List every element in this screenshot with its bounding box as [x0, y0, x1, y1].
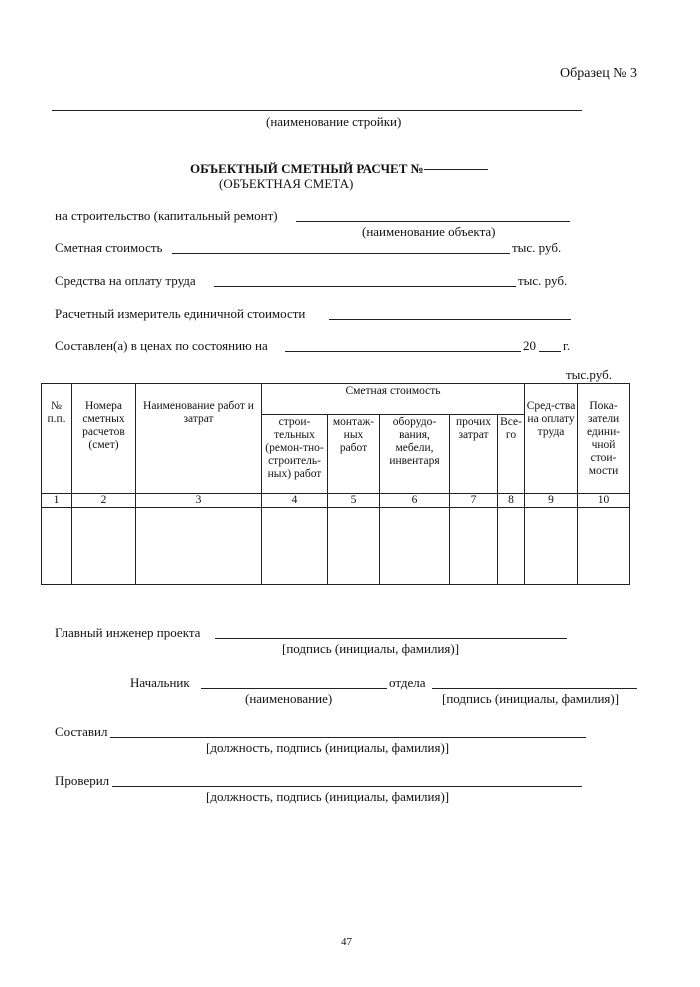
- column-number: 5: [328, 494, 380, 508]
- labor-unit: тыс. руб.: [518, 273, 568, 288]
- chief-engineer-caption: [подпись (инициалы, фамилия)]: [282, 641, 460, 656]
- department-label: отдела: [389, 675, 426, 690]
- column-number: 10: [578, 494, 630, 508]
- head-department-line[interactable]: [201, 688, 387, 689]
- labor-label: Средства на оплату труда: [55, 273, 196, 288]
- checked-line[interactable]: [112, 786, 582, 787]
- cost-unit: тыс. руб.: [512, 240, 562, 255]
- cost-label: Сметная стоимость: [55, 240, 163, 255]
- document-subtitle: (ОБЪЕКТНАЯ СМЕТА): [219, 176, 354, 191]
- header-installation-works: монтаж-ных работ: [328, 415, 380, 494]
- table-cell[interactable]: [525, 508, 578, 585]
- header-other-costs: прочих затрат: [450, 415, 498, 494]
- header-work-name: Наименование работ и затрат: [136, 384, 262, 494]
- table-cell[interactable]: [380, 508, 450, 585]
- year-line[interactable]: [539, 351, 561, 352]
- header-estimated-cost: Сметная стоимость: [262, 384, 525, 415]
- head-signature-line[interactable]: [432, 688, 637, 689]
- estimate-table: [41, 383, 630, 585]
- prices-label: Составлен(а) в ценах по состоянию на: [55, 338, 268, 353]
- header-construction-works: строи-тельных (ремон-тно-строитель-ных) работ: [262, 415, 328, 494]
- column-number: 8: [498, 494, 525, 508]
- header-estimate-numbers: Номера сметных расчетов (смет): [72, 384, 136, 494]
- column-number: 4: [262, 494, 328, 508]
- column-number: 6: [380, 494, 450, 508]
- object-caption: (наименование объекта): [362, 224, 496, 239]
- object-name-line[interactable]: [296, 221, 570, 222]
- chief-engineer-label: Главный инженер проекта: [55, 625, 201, 640]
- column-number: 3: [136, 494, 262, 508]
- checked-label: Проверил: [55, 773, 110, 788]
- meter-line[interactable]: [329, 319, 571, 320]
- head-label: Начальник: [130, 675, 190, 690]
- document-title: [190, 161, 488, 177]
- table-cell[interactable]: [328, 508, 380, 585]
- page-number: 47: [341, 936, 352, 948]
- document-title-text: ОБЪЕКТНЫЙ СМЕТНЫЙ РАСЧЕТ №: [190, 161, 424, 176]
- prices-date-line[interactable]: [285, 351, 521, 352]
- head-sign-caption: [подпись (инициалы, фамилия)]: [442, 691, 620, 706]
- column-number: 1: [42, 494, 72, 508]
- header-unit-cost: Пока-затели едини-чной стои-мости: [578, 384, 630, 494]
- checked-caption: [должность, подпись (инициалы, фамилия)]: [206, 789, 450, 804]
- meter-label: Расчетный измеритель единичной стоимости: [55, 306, 306, 321]
- header-labor-funds: Сред-ства на оплату труда: [525, 384, 578, 494]
- construction-caption: (наименование стройки): [266, 114, 402, 129]
- chief-engineer-line[interactable]: [215, 638, 567, 639]
- table-cell[interactable]: [450, 508, 498, 585]
- column-number: 9: [525, 494, 578, 508]
- sample-label: Образец № 3: [560, 66, 638, 81]
- cost-line[interactable]: [172, 253, 510, 254]
- header-no: № п.п.: [42, 384, 72, 494]
- year-prefix: 20: [523, 338, 536, 353]
- year-suffix: г.: [563, 338, 571, 353]
- table-cell[interactable]: [578, 508, 630, 585]
- compiled-line[interactable]: [110, 737, 586, 738]
- table-cell[interactable]: [262, 508, 328, 585]
- compiled-label: Составил: [55, 724, 108, 739]
- head-name-caption: (наименование): [245, 691, 333, 706]
- header-equipment: оборудо-вания, мебели, инвентаря: [380, 415, 450, 494]
- table-cell[interactable]: [136, 508, 262, 585]
- header-total: Все-го: [498, 415, 525, 494]
- table-unit: тыс.руб.: [566, 367, 612, 382]
- estimate-number-line[interactable]: [424, 169, 488, 170]
- column-number: 2: [72, 494, 136, 508]
- table-cell[interactable]: [498, 508, 525, 585]
- table-cell[interactable]: [72, 508, 136, 585]
- compiled-caption: [должность, подпись (инициалы, фамилия)]: [206, 740, 450, 755]
- table-cell[interactable]: [42, 508, 72, 585]
- construction-name-line[interactable]: [52, 110, 582, 111]
- construction-label: на строительство (капитальный ремонт): [55, 208, 278, 223]
- column-number: 7: [450, 494, 498, 508]
- labor-line[interactable]: [214, 286, 516, 287]
